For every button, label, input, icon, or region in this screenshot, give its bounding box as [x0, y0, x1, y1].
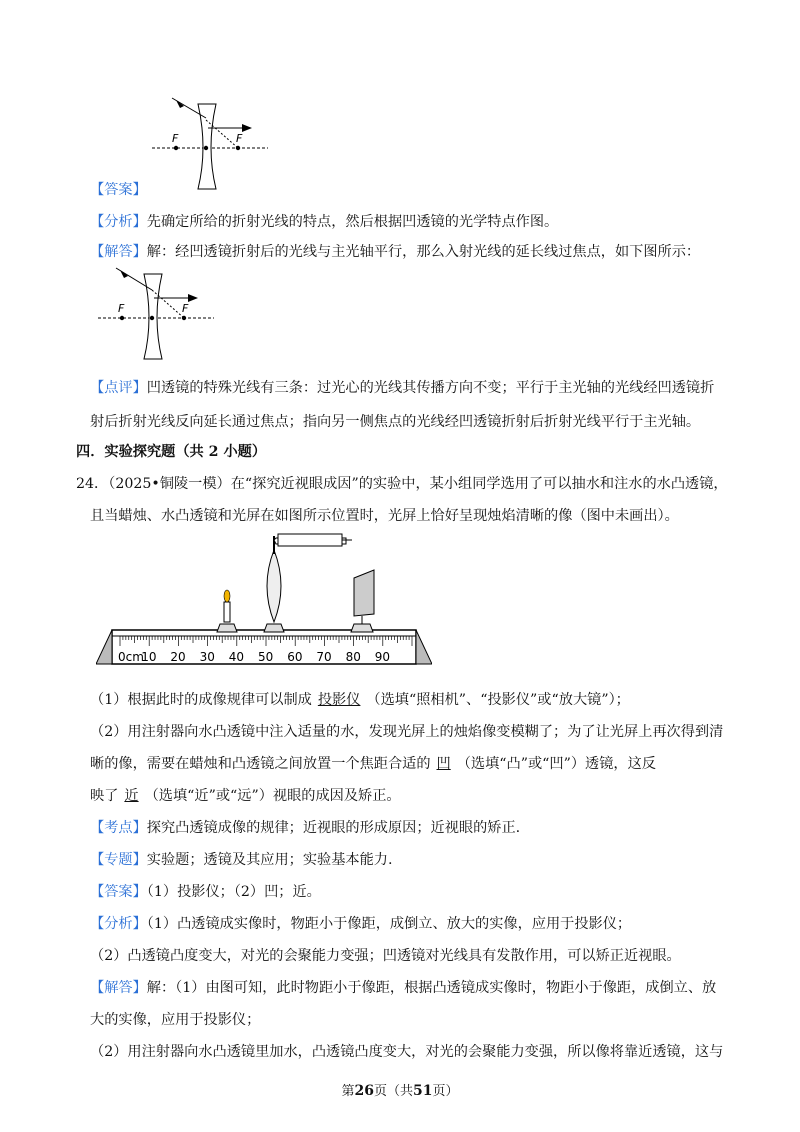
ruler-label: 20 [170, 650, 186, 664]
focus-label-right: F [236, 132, 243, 145]
answer-tag-2: 【答案】 [90, 884, 147, 900]
topic-tag: 【考点】 [90, 820, 147, 836]
comment-line [90, 378, 714, 398]
question-24-line-1 [76, 474, 728, 494]
q2-options: （选填“凸”或“凹”）透镜，这反 [456, 756, 656, 772]
solution-text-3: 大的实像，应用于投影仪； [90, 1012, 261, 1028]
answer-line-2 [90, 882, 321, 902]
section-heading-text: 四．实验探究题（共 2 小题） [76, 444, 267, 460]
water-convex-lens [264, 534, 352, 632]
solution-text-4: （2）用注射器向水凸透镜里加水，凸透镜凸度变大，对光的会聚能力变强，所以像将靠近透镜，这与 [90, 1044, 724, 1060]
answer-text-2: （1）投影仪；（2）凹；近。 [146, 884, 321, 900]
comment-text-2: 射后折射光线反向延长通过焦点；指向另一侧焦点的光线经凹透镜折射后折射光线平行于主光轴。 [90, 414, 701, 430]
ruler-label: 40 [228, 650, 245, 664]
q2-text-3: 映了 [90, 788, 119, 804]
focus-label-right: F [182, 302, 189, 315]
sub-question-2-cont [90, 754, 656, 774]
comment-line-2 [90, 412, 700, 432]
q2-text-2: 晰的像，需要在蜡烛和凸透镜之间放置一个焦距合适的 [90, 756, 431, 772]
analysis-text: 先确定所给的折射光线的特点，然后根据凹透镜的光学特点作图。 [146, 214, 559, 230]
analysis-text-3: （2）凸透镜凸度变大，对光的会聚能力变强；凹透镜对光线具有发散作用，可以矫正近视眼。 [90, 948, 681, 964]
analysis-line [90, 212, 558, 232]
optical-bench-figure [96, 532, 432, 672]
topic-text: 探究凸透镜成像的规律；近视眼的形成原因；近视眼的矫正. [146, 820, 521, 836]
analysis-tag: 【分析】 [90, 214, 147, 230]
q2-answer-2: 近 [124, 788, 139, 804]
concave-lens-diagram-2 [96, 266, 216, 362]
comment-text: 凹透镜的特殊光线有三条：过光心的光线其传播方向不变；平行于主光轴的光线经凹透镜折 [146, 380, 715, 396]
special-tag: 【专题】 [90, 852, 147, 868]
solution-line-3 [90, 1010, 260, 1030]
question-24-line-2 [90, 506, 679, 526]
footer-mid: 页（共 [373, 1084, 413, 1099]
analysis-tag-2: 【分析】 [90, 916, 147, 932]
page-footer [0, 1080, 800, 1099]
solution-text: 解：经凹透镜折射后的光线与主光轴平行，那么入射光线的延长线过焦点，如下图所示： [146, 244, 701, 260]
analysis-line-2 [90, 914, 631, 934]
ruler-label: 50 [258, 650, 274, 664]
footer-total: 51 [413, 1083, 433, 1099]
solution-line-2 [90, 978, 716, 998]
focus-label-left: F [172, 132, 179, 145]
question-text: 24．（2025•铜陵一模）在“探究近视眼成因”的实验中，某小组同学选用了可以抽水和注水的水凸透镜， [76, 476, 728, 492]
q1-text: （1）根据此时的成像规律可以制成 [90, 692, 312, 708]
section-heading [76, 442, 266, 462]
solution-tag: 【解答】 [90, 244, 147, 260]
light-screen [351, 570, 374, 632]
special-text: 实验题；透镜及其应用；实验基本能力. [146, 852, 393, 868]
q2-answer: 凹 [436, 756, 451, 772]
candle [217, 590, 237, 632]
ruler-label: 80 [345, 650, 361, 664]
solution-line [90, 242, 700, 262]
q1-answer: 投影仪 [317, 692, 361, 708]
ruler-label: 60 [287, 650, 303, 664]
analysis-text-2: （1）凸透镜成实像时，物距小于像距，成倒立、放大的实像，应用于投影仪； [146, 916, 632, 932]
topic-line [90, 818, 520, 838]
solution-text-2: 解：（1）由图可知，此时物距小于像距，根据凸透镜成实像时，物距小于像距，成倒立、放 [146, 980, 717, 996]
concave-lens-diagram-1 [150, 96, 270, 192]
special-line [90, 850, 392, 870]
comment-tag: 【点评】 [90, 380, 147, 396]
ruler-label: 0cm [118, 650, 144, 664]
sub-question-1 [90, 690, 630, 710]
focus-label-left: F [118, 302, 125, 315]
footer-page: 26 [354, 1083, 374, 1099]
ruler-label: 10 [141, 650, 157, 664]
footer-pre: 第 [341, 1084, 355, 1099]
analysis-line-3 [90, 946, 681, 966]
ruler-label: 30 [199, 650, 215, 664]
solution-line-4 [90, 1042, 723, 1062]
ruler-label: 70 [316, 650, 332, 664]
solution-tag-2: 【解答】 [90, 980, 147, 996]
answer-line [90, 180, 147, 200]
q1-options: （选填“照相机”、“投影仪”或“放大镜”）； [366, 692, 630, 708]
sub-question-2 [90, 722, 723, 742]
footer-post: 页） [432, 1084, 459, 1099]
sub-question-2-end [90, 786, 401, 806]
ruler-label: 90 [374, 650, 391, 664]
question-text-2: 且当蜡烛、水凸透镜和光屏在如图所示位置时，光屏上恰好呈现烛焰清晰的像（图中未画出）。 [90, 508, 679, 524]
answer-tag: 【答案】 [90, 182, 147, 198]
q2-options-2: （选填“近”或“远”）视眼的成因及矫正。 [144, 788, 401, 804]
q2-text: （2）用注射器向水凸透镜中注入适量的水，发现光屏上的烛焰像变模糊了；为了让光屏上再次得到清 [90, 724, 724, 740]
